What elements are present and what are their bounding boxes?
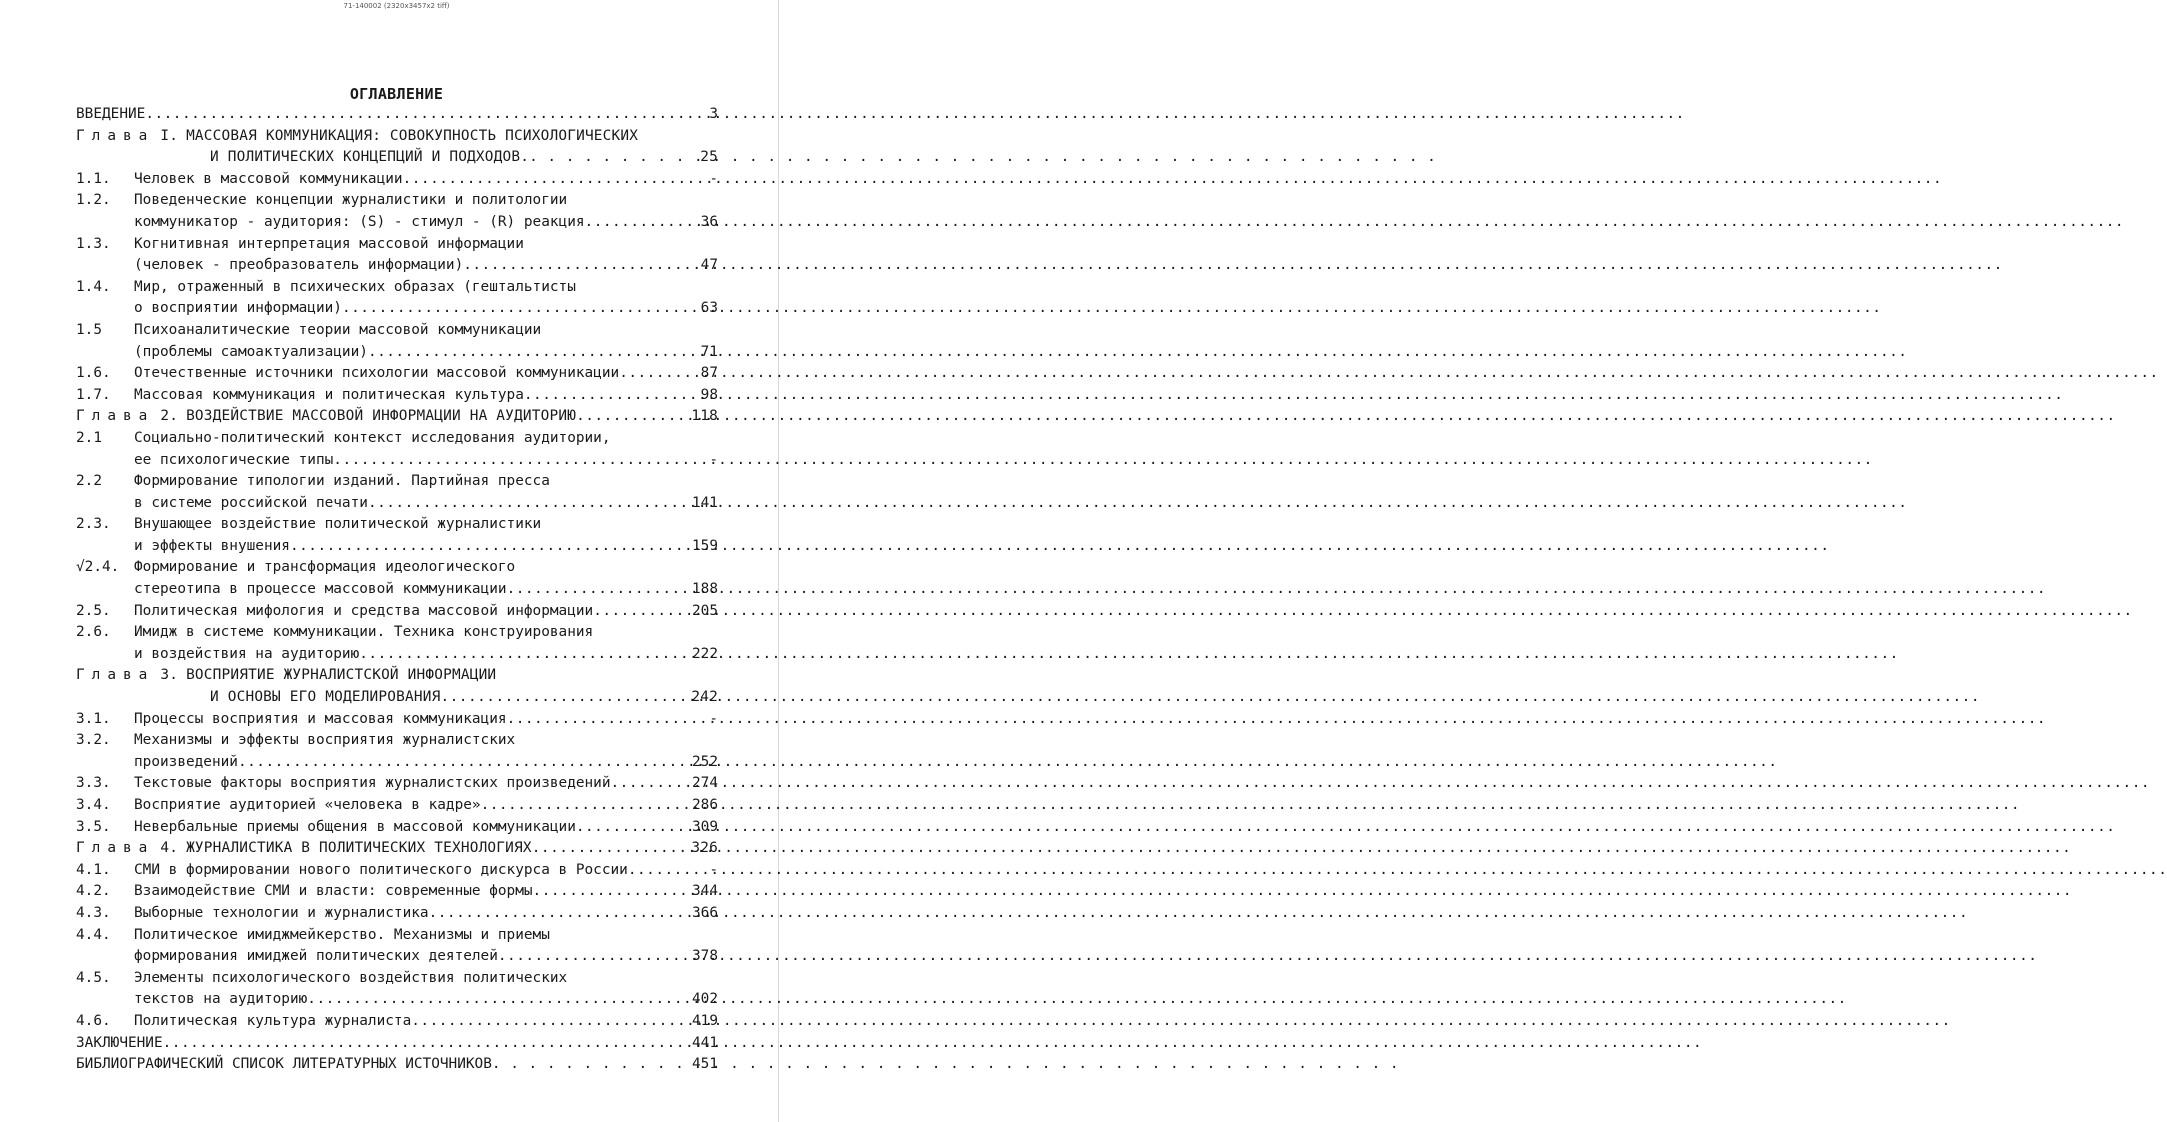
- section-title: Политическая мифология и средства массовой информации: [134, 602, 594, 619]
- section-number: 4.6.: [76, 1012, 111, 1029]
- section-number: 1.5: [76, 321, 102, 338]
- section-number: 4.2.: [76, 883, 111, 900]
- chapter-title: ВОСПРИЯТИЕ ЖУРНАЛИСТСКОЙ ИНФОРМАЦИИ: [186, 667, 497, 684]
- section-number: 2.5.: [76, 602, 111, 619]
- dot-leader: [593, 601, 689, 623]
- toc-chapter-heading[interactable]: [76, 126, 718, 148]
- section-number: 1.4.: [76, 278, 111, 295]
- toc-section-cont: [76, 579, 718, 601]
- section-title: Внушающее воздействие политической журналистики: [134, 516, 542, 533]
- chapter-title: ЖУРНАЛИСТИКА В ПОЛИТИЧЕСКИХ ТЕХНОЛОГИЯХ: [186, 840, 532, 857]
- section-page: 141: [692, 494, 718, 511]
- section-title: Массовая коммуникация и политическая культура: [134, 386, 524, 403]
- indent-spacer: [76, 493, 134, 515]
- toc-section[interactable]: [76, 622, 718, 644]
- indent-spacer: [76, 536, 134, 558]
- section-title: и эффекты внушения: [134, 537, 290, 554]
- indent-spacer: [76, 644, 134, 666]
- toc-section-cont: [76, 644, 718, 666]
- chapter-label: Глава: [76, 667, 155, 684]
- chapter-number: 4.: [160, 840, 179, 857]
- section-page: -: [709, 170, 718, 187]
- dot-leader: [290, 536, 689, 558]
- toc-section[interactable]: [76, 363, 718, 385]
- toc-bibliography-text: БИБЛИОГРАФИЧЕСКИЙ СПИСОК ЛИТЕРАТУРНЫХ ИСТОЧНИКОВ: [76, 1056, 492, 1073]
- toc-intro-text: ВВЕДЕНИЕ: [76, 106, 146, 122]
- dot-leader: [429, 903, 689, 925]
- section-number: 1.7.: [76, 386, 111, 403]
- dot-leader: [532, 838, 689, 860]
- chapters-container: [76, 126, 718, 1033]
- section-title: текстов на аудиторию: [134, 991, 308, 1008]
- indent-spacer: [76, 946, 134, 968]
- dot-leader: [238, 752, 689, 774]
- indent-spacer: [76, 752, 134, 774]
- table-of-contents: [76, 104, 718, 1076]
- dot-leader: [145, 104, 706, 126]
- section-number: 4.1.: [76, 861, 111, 878]
- section-page: 419: [692, 1012, 718, 1029]
- dot-leader: [576, 817, 689, 839]
- dot-leader: [507, 579, 689, 601]
- chapter-page: 326: [691, 840, 718, 857]
- dot-leader: [333, 450, 706, 472]
- section-page: 222: [692, 645, 718, 662]
- chapter-title: ВОЗДЕЙСТВИЕ МАССОВОЙ ИНФОРМАЦИИ НА АУДИТОРИЮ: [186, 408, 577, 425]
- chapter-number: I.: [160, 127, 179, 144]
- section-page: 252: [692, 753, 718, 770]
- section-page: 71: [700, 343, 718, 360]
- section-number: 4.3.: [76, 904, 111, 921]
- section-title: формирования имиджей политических деятелей: [134, 948, 498, 965]
- dot-leader: [524, 385, 698, 407]
- chapter-page: 25: [700, 149, 718, 166]
- indent-spacer: [76, 450, 134, 472]
- section-title: произведений: [134, 753, 238, 770]
- dot-leader: [576, 406, 688, 428]
- toc-chapter-heading[interactable]: [76, 665, 718, 687]
- dot-leader: [463, 255, 697, 277]
- toc-section[interactable]: [76, 709, 718, 731]
- toc-section[interactable]: [76, 234, 718, 256]
- toc-section[interactable]: [76, 925, 718, 947]
- chapter-label: Глава: [76, 127, 155, 144]
- dot-leader: [628, 860, 706, 882]
- chapter-page: 118: [691, 408, 718, 425]
- toc-section[interactable]: [76, 1011, 718, 1033]
- section-title: Политическая культура журналиста: [134, 1012, 412, 1029]
- section-number: 1.6.: [76, 365, 111, 382]
- section-page: 402: [692, 991, 718, 1008]
- chapter-title: МАССОВАЯ КОММУНИКАЦИЯ: СОВОКУПНОСТЬ ПСИХОЛОГИЧЕСКИХ: [186, 127, 639, 144]
- section-page: 205: [692, 602, 718, 619]
- toc-section[interactable]: [76, 968, 718, 990]
- section-number: 1.1.: [76, 170, 111, 187]
- toc-chapter-heading[interactable]: [76, 406, 718, 428]
- section-title: Политическое имиджмейкерство. Механизмы и приемы: [134, 926, 550, 943]
- dot-leader: [307, 989, 689, 1011]
- section-title: Невербальные приемы общения в массовой коммуникации: [134, 818, 576, 835]
- section-title: в системе российской печати: [134, 494, 368, 511]
- dot-leader: [342, 298, 698, 320]
- section-title: и воздействия на аудиторию: [134, 645, 360, 662]
- toc-section-cont: [76, 255, 718, 277]
- toc-section[interactable]: [76, 471, 718, 493]
- toc-bibliography-page: 451: [692, 1056, 718, 1073]
- section-page: 274: [692, 775, 718, 792]
- toc-section-cont: [76, 342, 718, 364]
- section-number: 3.2.: [76, 732, 111, 749]
- toc-section[interactable]: [76, 881, 718, 903]
- section-title: Мир, отраженный в психических образах (гештальтисты: [134, 278, 576, 295]
- dot-leader: [498, 946, 689, 968]
- section-page: 47: [700, 257, 718, 274]
- section-title: Процессы восприятия и массовая коммуникация: [134, 710, 507, 727]
- section-title: Поведенческие концепции журналистики и политологии: [134, 192, 568, 209]
- indent-spacer: [76, 342, 134, 364]
- toc-section-cont: [76, 989, 718, 1011]
- toc-section[interactable]: [76, 817, 718, 839]
- section-title: ее психологические типы: [134, 451, 334, 468]
- section-page: 63: [700, 300, 718, 317]
- section-title: Выборные технологии и журналистика: [134, 904, 429, 921]
- section-title: Механизмы и эффекты восприятия журналистских: [134, 732, 516, 749]
- section-page: -: [709, 710, 718, 727]
- section-page: 378: [692, 948, 718, 965]
- toc-conclusion-page: 441: [692, 1034, 718, 1051]
- section-number: 2.3.: [76, 516, 111, 533]
- section-number: 4.4.: [76, 926, 111, 943]
- dot-leader: [411, 1011, 689, 1033]
- dot-leader: [619, 363, 697, 385]
- section-page: 188: [692, 581, 718, 598]
- dot-leader: [529, 147, 697, 169]
- section-title: Социально-политический контекст исследования аудитории,: [134, 429, 611, 446]
- section-title: Имидж в системе коммуникации. Техника конструирования: [134, 624, 594, 641]
- toc-section[interactable]: [76, 795, 718, 817]
- dot-leader: [492, 1054, 689, 1076]
- dot-leader: [440, 687, 688, 709]
- dot-leader: [585, 212, 698, 234]
- toc-chapter-heading[interactable]: [76, 838, 718, 860]
- toc-section-cont: [76, 493, 718, 515]
- toc-section[interactable]: [76, 903, 718, 925]
- chapter-number: 3.: [160, 667, 179, 684]
- toc-intro[interactable]: [76, 104, 718, 126]
- section-title: (человек - преобразователь информации): [134, 257, 464, 274]
- section-title: Отечественные источники психологии массовой коммуникации: [134, 365, 620, 382]
- chapter-title-cont: И ОСНОВЫ ЕГО МОДЕЛИРОВАНИЯ: [210, 689, 441, 706]
- section-title: стереотипа в процессе массовой коммуникации: [134, 581, 507, 598]
- chapter-label: Глава: [76, 840, 155, 857]
- section-number: 4.5.: [76, 969, 111, 986]
- toc-section[interactable]: [76, 860, 718, 882]
- toc-section[interactable]: [76, 601, 718, 623]
- toc-section[interactable]: [76, 385, 718, 407]
- toc-section[interactable]: [76, 557, 718, 579]
- section-number: 3.1.: [76, 710, 111, 727]
- indent-spacer: [76, 298, 134, 320]
- section-title: коммуникатор - аудитория: (S) - стимул - (R) реакция: [134, 213, 585, 230]
- section-page: 309: [692, 818, 718, 835]
- toc-section[interactable]: [76, 169, 718, 191]
- toc-section[interactable]: [76, 730, 718, 752]
- toc-bibliography[interactable]: [76, 1054, 718, 1076]
- toc-section[interactable]: [76, 514, 718, 536]
- section-number: 2.2: [76, 473, 102, 490]
- dot-leader: [163, 1033, 689, 1055]
- section-page: 344: [692, 883, 718, 900]
- section-title: СМИ в формировании нового политического дискурса в России: [134, 861, 628, 878]
- indent-spacer: [76, 579, 134, 601]
- toc-chapter-heading-cont: [76, 147, 718, 169]
- indent-spacer: [76, 255, 134, 277]
- section-number: 1.3.: [76, 235, 111, 252]
- scan-header: 71-140002 (2320x3457x2 tiff): [343, 2, 450, 10]
- section-number: 3.5.: [76, 818, 111, 835]
- toc-section[interactable]: [76, 428, 718, 450]
- section-title: Элементы психологического воздействия политических: [134, 969, 568, 986]
- toc-section-cont: [76, 450, 718, 472]
- chapter-page: 242: [691, 689, 718, 706]
- section-page: -: [709, 861, 718, 878]
- dot-leader: [368, 493, 689, 515]
- toc-section-cont: [76, 752, 718, 774]
- section-page: 159: [692, 537, 718, 554]
- toc-section[interactable]: [76, 190, 718, 212]
- dot-leader: [507, 709, 707, 731]
- toc-section-cont: [76, 298, 718, 320]
- toc-section-cont: [76, 212, 718, 234]
- indent-spacer: [76, 687, 210, 709]
- dot-leader: [359, 644, 689, 666]
- section-page: 286: [692, 797, 718, 813]
- dot-leader: [368, 342, 698, 364]
- section-title: Когнитивная интерпретация массовой информации: [134, 235, 524, 252]
- toc-intro-page: 3: [709, 106, 718, 122]
- section-number: 1.2.: [76, 192, 111, 209]
- section-title: (проблемы самоактуализации): [134, 343, 368, 360]
- indent-spacer: [76, 147, 210, 169]
- toc-section[interactable]: [76, 277, 718, 299]
- section-number: 2.1: [76, 429, 102, 446]
- section-number: 3.4.: [76, 797, 111, 813]
- indent-spacer: [76, 989, 134, 1011]
- section-title: Человек в массовой коммуникации: [134, 170, 403, 187]
- dot-leader: [481, 795, 689, 817]
- indent-spacer: [76, 212, 134, 234]
- section-number: √2.4.: [76, 559, 120, 576]
- section-title: Текстовые факторы восприятия журналистских произведений: [134, 775, 611, 792]
- toc-section[interactable]: [76, 773, 718, 795]
- toc-section[interactable]: [76, 320, 718, 342]
- section-page: 36: [700, 213, 718, 230]
- section-title: Формирование типологии изданий. Партийная пресса: [134, 473, 550, 490]
- chapter-number: 2.: [160, 408, 179, 425]
- section-title: Взаимодействие СМИ и власти: современные формы: [134, 883, 533, 900]
- section-page: 366: [692, 904, 718, 921]
- section-title: Психоаналитические теории массовой коммуникации: [134, 321, 542, 338]
- toc-conclusion-text: ЗАКЛЮЧЕНИЕ: [76, 1034, 163, 1051]
- dot-leader: [403, 169, 707, 191]
- section-title: Восприятие аудиторией «человека в кадре»: [134, 797, 481, 813]
- toc-section-cont: [76, 946, 718, 968]
- section-number: 3.3.: [76, 775, 111, 792]
- section-page: 98: [700, 386, 718, 403]
- section-title: Формирование и трансформация идеологического: [134, 559, 516, 576]
- section-title: о восприятии информации): [134, 300, 342, 317]
- dot-leader: [611, 773, 689, 795]
- section-page: -: [709, 451, 718, 468]
- section-page: 87: [700, 365, 718, 382]
- chapter-label: Глава: [76, 408, 155, 425]
- chapter-title-cont: И ПОЛИТИЧЕСКИХ КОНЦЕПЦИЙ И ПОДХОДОВ.: [210, 149, 530, 166]
- section-number: 2.6.: [76, 624, 111, 641]
- toc-conclusion[interactable]: [76, 1033, 718, 1055]
- toc-chapter-heading-cont: [76, 687, 718, 709]
- dot-leader: [533, 881, 689, 903]
- page-title: ОГЛАВЛЕНИЕ: [349, 85, 444, 103]
- toc-section-cont: [76, 536, 718, 558]
